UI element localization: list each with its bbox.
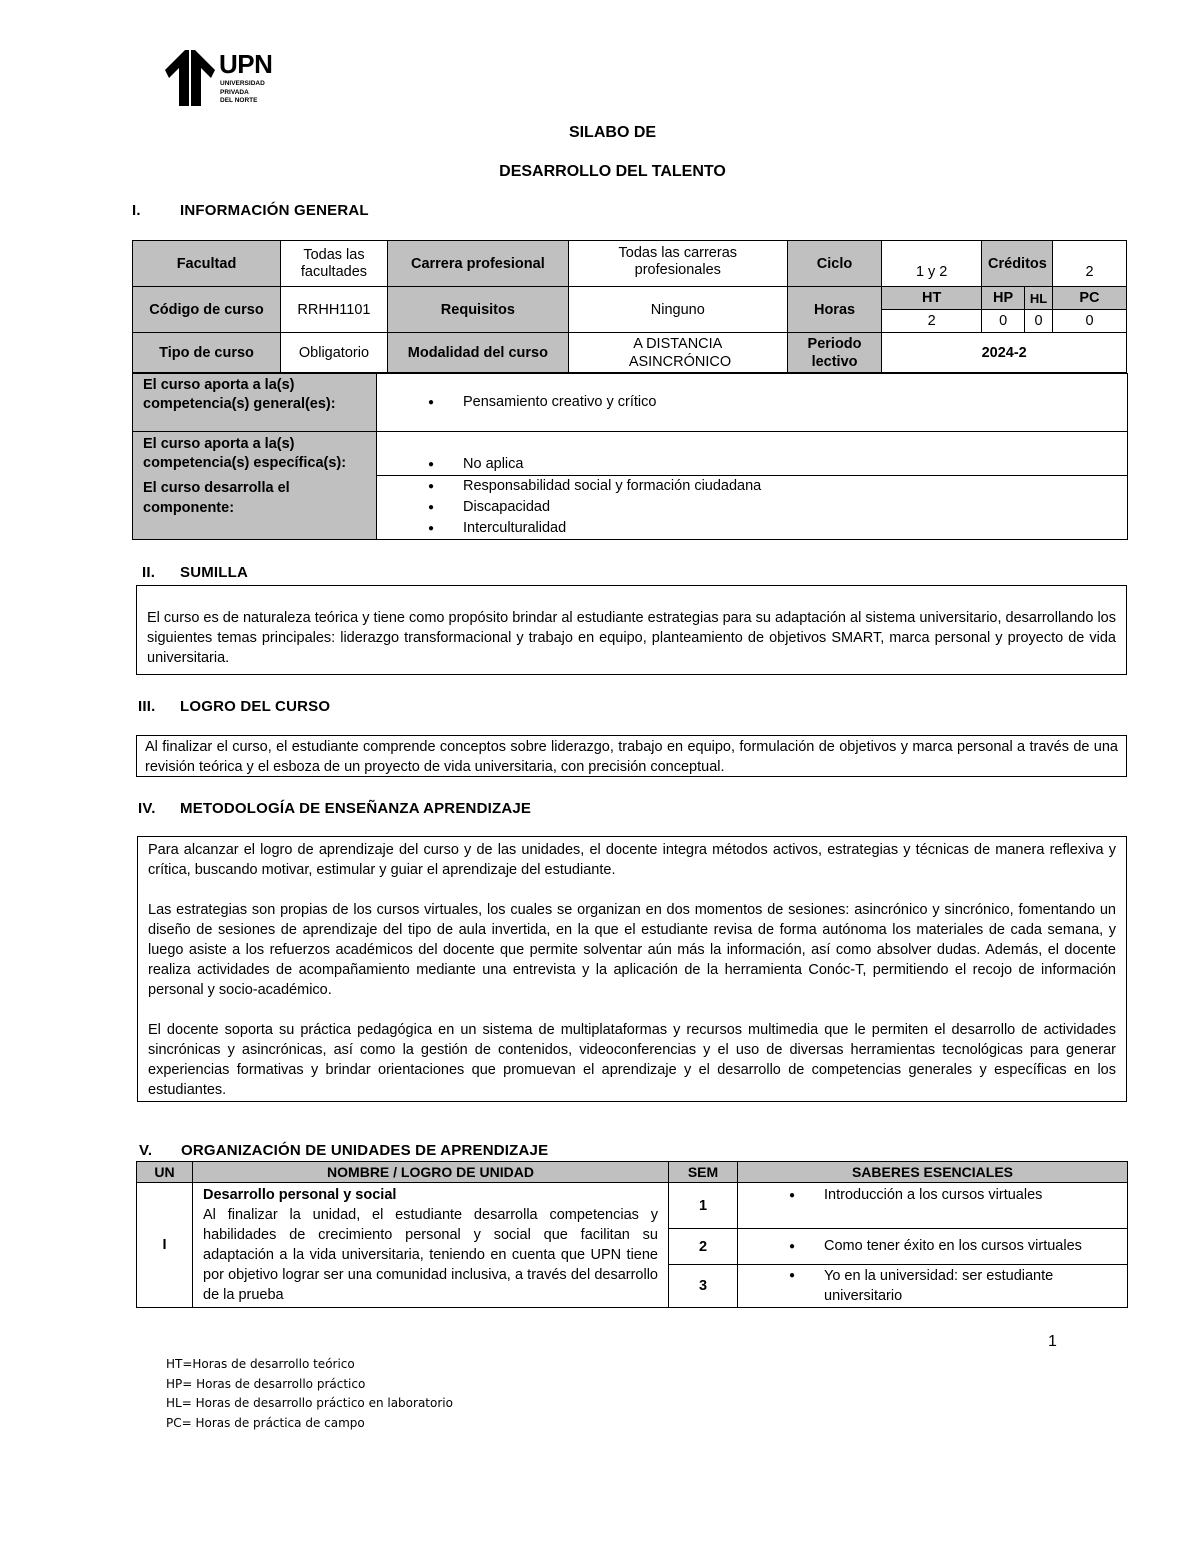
section-heading-logro: III. LOGRO DEL CURSO (138, 698, 331, 715)
comp-especifica-cell (377, 432, 1128, 476)
metodologia-paragraph: El docente soporta su práctica pedagógica en un sistema de multiplataformas y recursos multimedia que le permiten el desarrollo de actividades sincrónicas y asincrónicas, así como la gestión de contenidos, videoconferencias y el uso de diversas herramientas tecnológicas para generar experiencias formativas y brindar orientaciones que promuevan el aprendizaje y el desarrollo de competencias generales y específicas en los estudiantes. (148, 1022, 1116, 1098)
tipo-value: Obligatorio (281, 333, 388, 373)
hp-label: HP (982, 287, 1025, 310)
ht-label: HT (882, 287, 982, 310)
periodo-label: Periodo lectivo (787, 333, 882, 373)
metodologia-paragraph: Las estrategias son propias de los cursos virtuales, los cuales se organizan en dos momentos de sesiones: asincrónico y sincrónico, fomentando un diseño de sesiones de aprendizaje del tipo de aula invertida, en la que el estudiante revisa de forma autónoma los materiales de cada semana, y luego asiste a los refuerzos académicos del docente que permite solventar aún más la información, así como absolver dudas. Además, el docente realiza actividades de acompañamiento mediante una entrevista y la aplicación de la herramienta Conóc-T, permitiendo el recojo de información personal y socio-académico. (148, 902, 1116, 998)
pc-label: PC (1052, 287, 1126, 310)
week-number: 1 (669, 1183, 738, 1229)
week-number: 3 (669, 1265, 738, 1308)
ht-value: 2 (882, 310, 982, 333)
logo-brand: UPN (219, 49, 273, 79)
modalidad-label: Modalidad del curso (387, 333, 568, 373)
footnote-pc: PC= Horas de práctica de campo (166, 1415, 365, 1430)
unidades-table (136, 1161, 1128, 1308)
unidades-header-sem: SEM (669, 1162, 738, 1183)
page-number: 1 (1048, 1333, 1057, 1350)
section-heading-unidades: V. ORGANIZACIÓN DE UNIDADES DE APRENDIZAJE (139, 1142, 549, 1159)
horas-label: Horas (787, 287, 882, 333)
comp-general-label: El curso aporta a la(s) competencia(s) general(es): (133, 374, 377, 432)
requisitos-label: Requisitos (387, 287, 568, 333)
carrera-value: Todas las carreras profesionales (568, 241, 787, 287)
metodologia-paragraph: Para alcanzar el logro de aprendizaje del curso y de las unidades, el docente integra métodos activos, estrategias y técnicas de manera reflexiva y crítica, buscando motivar, estimular y guiar el aprendizaje del estudiante. (148, 842, 1116, 878)
ciclo-value: 1 y 2 (882, 241, 982, 287)
unidades-header-un: UN (137, 1162, 193, 1183)
comp-general-item: ● Pensamiento creativo y crítico (383, 392, 1121, 413)
creditos-label: Créditos (982, 241, 1053, 287)
componente-label: El curso desarrolla el componente: (133, 476, 377, 540)
requisitos-value: Ninguno (568, 287, 787, 333)
logro-box: Al finalizar el curso, el estudiante comprende conceptos sobre liderazgo, trabajo en equipo, formulación de objetivos y marca personal a través de una revisión teórica y el esboza de un proyecto de vida universitaria, con precisión conceptual. (136, 735, 1127, 777)
week-saber (738, 1265, 1128, 1308)
periodo-value: 2024-2 (882, 333, 1127, 373)
creditos-value: 2 (1052, 241, 1126, 287)
document-title-1: SILABO DE (568, 124, 657, 141)
unit-description (193, 1183, 669, 1308)
codigo-label: Código de curso (133, 287, 281, 333)
ciclo-label: Ciclo (787, 241, 882, 287)
week-saber (738, 1229, 1128, 1265)
table-row (137, 1183, 1128, 1229)
upn-logo-icon (165, 50, 215, 108)
comp-general-cell (377, 374, 1128, 432)
saber-item: ● Como tener éxito en los cursos virtuales (744, 1236, 1121, 1257)
codigo-value: RRHH1101 (281, 287, 388, 333)
upn-logo (165, 50, 275, 108)
componente-cell (377, 476, 1128, 540)
unit-number: I (137, 1183, 193, 1308)
sumilla-box: El curso es de naturaleza teórica y tiene como propósito brindar al estudiante estrategias para su adaptación al sistema universitario, desarrollando los siguientes temas principales: liderazgo transformacional y trabajo en equipo, planteamiento de objetivos SMART, marca personal y proyecto de vida universitaria. (136, 585, 1127, 675)
document-title-2: DESARROLLO DEL TALENTO (499, 163, 726, 180)
comp-especifica-item: ● No aplica (383, 454, 1121, 475)
modalidad-value: A DISTANCIA ASINCRÓNICO (568, 333, 787, 373)
section-heading-metodologia: IV. METODOLOGÍA DE ENSEÑANZA APRENDIZAJE (138, 800, 532, 817)
facultad-label: Facultad (133, 241, 281, 287)
section-heading-general-info: I. INFORMACIÓN GENERAL (132, 202, 369, 219)
unit-name: Desarrollo personal y social (203, 1187, 397, 1203)
hp-value: 0 (982, 310, 1025, 333)
unit-logro: Al finalizar la unidad, el estudiante desarrolla competencias y habilidades de crecimiento personal y social que facilitan su adaptación a la vida universitaria, teniendo en cuenta que UPN tiene por objetivo lograr ser una comunidad inclusiva, a través del desarrollo de la prueba (203, 1207, 658, 1303)
pc-value: 0 (1052, 310, 1126, 333)
unidades-header-saberes: SABERES ESENCIALES (738, 1162, 1128, 1183)
facultad-value: Todas las facultades (281, 241, 388, 287)
componente-item: ● Interculturalidad (383, 518, 1121, 539)
comp-especifica-label: El curso aporta a la(s) competencia(s) específica(s): (133, 432, 377, 476)
carrera-label: Carrera profesional (387, 241, 568, 287)
footnote-ht: HT=Horas de desarrollo teórico (166, 1357, 355, 1371)
componente-item: ● Responsabilidad social y formación ciudadana (383, 476, 1121, 497)
componente-item: ● Discapacidad (383, 497, 1121, 518)
logo-subtitle: UNIVERSIDAD PRIVADA DEL NORTE (220, 80, 265, 104)
competencias-table (132, 373, 1128, 540)
hl-value: 0 (1025, 310, 1053, 333)
week-saber (738, 1183, 1128, 1229)
hl-label: HL (1025, 287, 1053, 310)
saber-item: ● Introducción a los cursos virtuales (744, 1185, 1121, 1206)
section-heading-sumilla: II. SUMILLA (142, 564, 249, 581)
week-number: 2 (669, 1229, 738, 1265)
footnote-hp: HP= Horas de desarrollo práctico (166, 1376, 366, 1391)
saber-item: ● Yo en la universidad: ser estudiante universitario (744, 1266, 1121, 1306)
general-info-table (132, 240, 1127, 373)
metodologia-box (137, 836, 1127, 1102)
tipo-label: Tipo de curso (133, 333, 281, 373)
footnotes (166, 1355, 453, 1433)
footnote-hl: HL= Horas de desarrollo práctico en laboratorio (166, 1396, 453, 1410)
unidades-header-nombre: NOMBRE / LOGRO DE UNIDAD (193, 1162, 669, 1183)
